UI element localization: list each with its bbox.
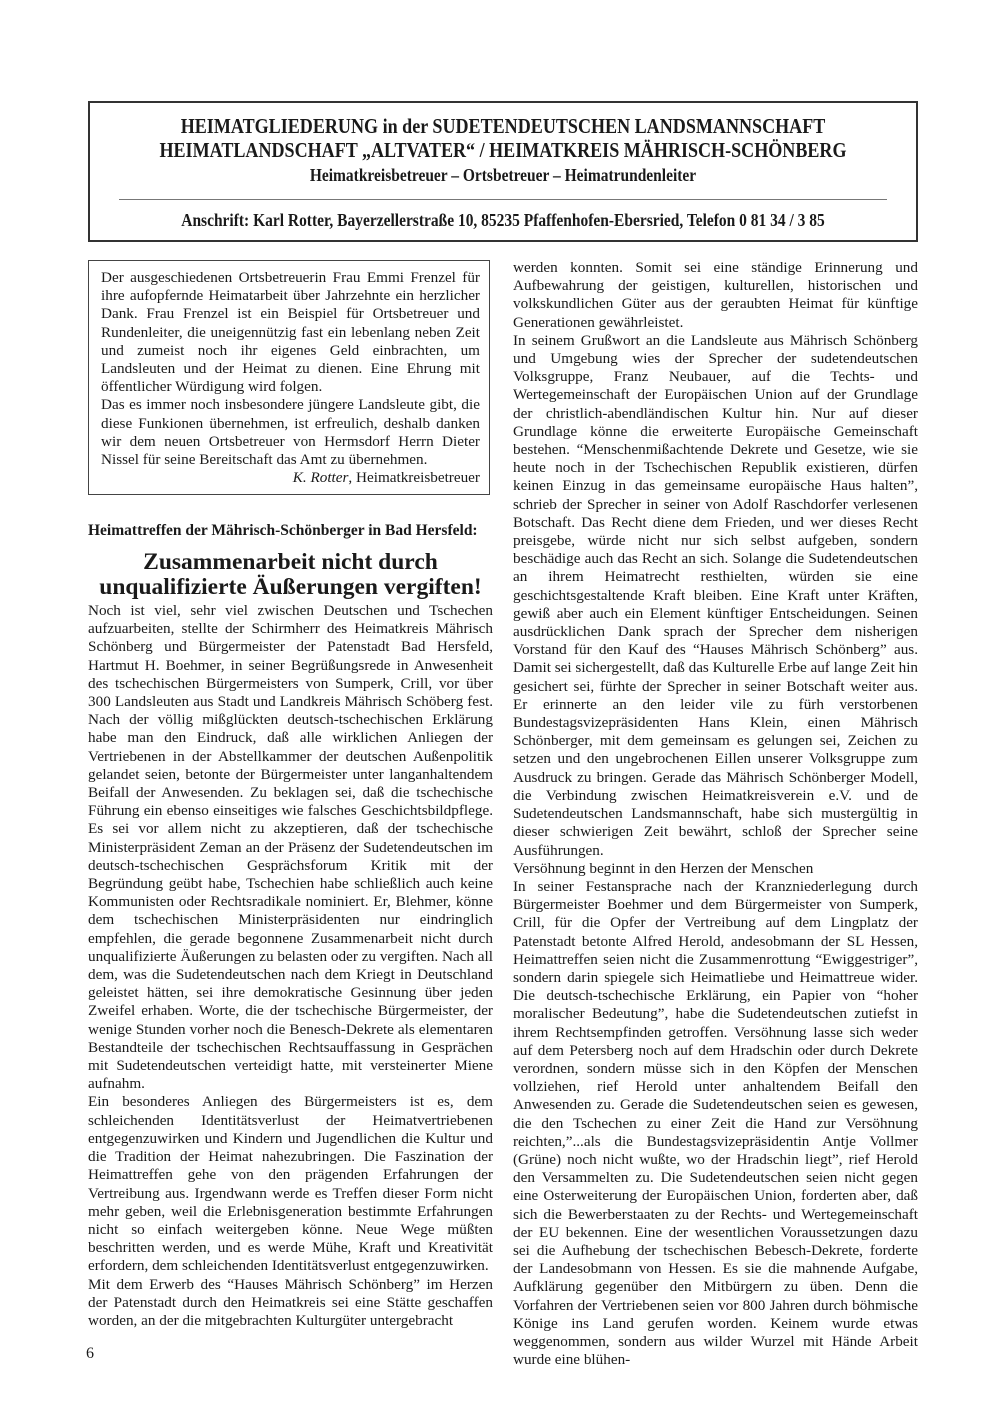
article-column-left	[88, 521, 493, 1330]
article-body-left	[88, 602, 493, 1330]
article-paragraph: Noch ist viel, sehr viel zwischen Deutschen und Tschechen aufzuarbeiten, stellte der Schirmherr des Heimatkreis Mährisch Schönberg und Bürgermeister der Patenstadt Bad Hersfeld, Hartmut H. Boehmer, in seiner Begrüßungsrede in Anwesenheit des tschechischen Bürgermeisters von Sumperk, Crill, vor über 300 Landsleuten aus Stadt und Landkreis Mährisch Schöberg fest. Nach der völlig mißglückten deutsch-tschechischen Erklärung habe man den Eindruck, daß alle wirklichen Anliegen der Vertriebenen in der Abstellkammer der deutschen Außenpolitik gelandet seien, betonte der Bürgermeister unter langanhaltendem Beifall der Anwesenden. Zu beklagen sei, daß die tschechische Führung ein ebenso einseitiges wie falsches Geschichtsbildpflege. Es sei vor allem nicht zu akzeptieren, daß der tschechische Ministerpräsident Zeman an der Präsenz der Sudetendeutschen im deutsch-tschechischen Gesprächsforum Kritik mit der Begründung geübt habe, Tschechien habe schließlich auch keine Kommunisten oder Rechtsradikale nominiert. Er, Blehmer, könne dem tschechischen Ministerpräsidenten nur eindringlich empfehlen, die gerade begonnene Zusammenarbeit nicht durch unqualifizierte Äußerungen zu belasten oder zu vergiften. Nach all dem, was die Sudetendeutschen nach dem Kriegt in Deutschland geleistet hätten, sei ihre demokratische Gesinnung über jeden Zweifel erhaben. Worte, die der tschechische Bürgermeister, der wenige Stunden vorher noch die Benesch-Dekrete als elementaren Bestandteile der tschechischen Rechtsauffassung in Gesprächen mit Sudetendeutschen verteidigt hatte, mit versteinerter Miene aufnahm.	[88, 602, 493, 1093]
page-number: 6	[86, 1345, 94, 1362]
masthead-address: Anschrift: Karl Rotter, Bayerzellerstraße 10, 85235 Pfaffenhofen-Ebersried, Telefon 0 81 34 / 3 85	[181, 210, 825, 230]
article-kicker: Heimattreffen der Mährisch-Schönberger in Bad Hersfeld:	[88, 522, 478, 539]
masthead-title-line-2: HEIMATLANDSCHAFT „ALTVATER“ / HEIMATKREIS MÄHRISCH-SCHÖNBERG	[159, 138, 847, 162]
masthead-divider	[119, 199, 887, 200]
masthead-box	[88, 101, 918, 242]
article-paragraph: In seinem Grußwort an die Landsleute aus Mährisch Schönberg und Umgebung wies der Sprecher der sudetendeutschen Volksgruppe, Franz Neubauer, auf die Techts- und Wertegemeinschaft der Europäischen Union auf der Grundlage der christlich-abendländischen Kultur hin. Nur auf dieser Grundlage könne die erweiterte Europäische Gemeinschaft bestehen. “Menschenmißachtende Dekrete und Gesetze, wie sie heute noch in der Tschechischen Republik existieren, dürfen keinen Einzug in das gemeinsame europäische Haus halten”, schrieb der Sprecher in seiner von Adolf Raschdorfer verlesenen Botschaft. Das Recht diene dem Frieden, und wer dieses Recht preisgebe, würde nicht nur sich selbst aufgeben, sondern beschädige auch das Recht an sich. Solange die Sudetendeutschen an ihrem Heimatrecht resthielten, würden sie eine geschichtsgestaltende Kraft bleiben. Eine Kraft unter Kräften, gewiß aber auch ein Element künftiger Entscheidungen. Seinen ausdrücklichen Dank sprach der Sprecher dem nisherigen Vorstand für den Kauf des “Hauses Mährisch Schönberg” aus. Damit sei sichergestellt, daß das Kulturelle Erbe auf lange Zeit hin gesichert sei, fürhte der Sprecher in seiner Botschaft weiter aus. Er erinnerte an den leider vile zu fürh verstorbenen Bundestagsvizepräsidenten Hans Klein, einen Mährisch Schönberger, mit dem gemeinsam es gelungen sei, Zeichen zu setzen und den ungebrochenen Eillen unserer Volksgruppe zum Ausdruck zu bringen. Gerade das Mährisch Schönberger Modell, die Verbindung zwischen Heimatkreisverein e.V. und de Sudetendeutschen Landsmannschaft, habe sich mustergültig in dieser schwierigen Zeit bewährt, schloß der Sprecher seine Ausführungen.	[513, 331, 919, 859]
article-body-right	[513, 259, 918, 1369]
masthead-subtitle: Heimatkreisbetreuer – Ortsbetreuer – Heimatrundenleiter	[309, 165, 697, 185]
article-column-right	[513, 259, 918, 1369]
article-subheading: Versöhnung beginnt in den Herzen der Menschen	[513, 859, 814, 877]
notice-paragraph: Der ausgeschiedenen Ortsbetreuerin Frau Emmi Frenzel für ihre aufopfernde Heimatarbeit über Jahrzehnte ein herzlicher Dank. Frau Frenzel ist ein Beispiel für Ortsbetreuer und Rundenleiter, die uneigennützig fast ein lebenlang neben Zeit und zumeist noch ihr eigenes Geld einbrachten, um Landsleuten und der Heimat zu dienen. Eine Ehrung mit öffentlicher Würdigung wird folgen.	[101, 269, 480, 396]
signature-role: , Heimatkreisbetreuer	[348, 469, 480, 487]
article-paragraph: Ein besonderes Anliegen des Bürgermeisters ist es, dem schleichenden Identitätsverlust der Heimatvertriebenen entgegenzuwirken und Kindern und Jugendlichen die Kultur und die Tradition der Heimat nahezubringen. Die Faszination der Heimattreffen gehe von den prägenden Erfahrungen der Vertreibung aus. Irgendwann werde es Treffen dieser Form nicht mehr geben, weil die Erlebnisgeneration bestimmte Erfahrungen nicht so einfach weitergeben könne. Neue Wege müßten beschritten werden, und es werde Mühe, Kraft und Kreativität erfordern, dem schleichenden Identitätsverlust entgegenzuwirken.	[88, 1093, 493, 1275]
article-paragraph: Mit dem Erwerb des “Hauses Mährisch Schönberg” im Herzen der Patenstadt durch den Heimatkreis sei eine Stätte geschaffen worden, an der die mitgebrachten Kulturgüter untergebracht	[88, 1275, 493, 1329]
masthead-title-line-1: HEIMATGLIEDERUNG in der SUDETENDEUTSCHEN LANDSMANNSCHAFT	[180, 114, 826, 138]
article-headline: Zusammenarbeit nicht durch unqualifizierte Äußerungen vergiften!	[99, 549, 482, 600]
article-paragraph: In seiner Festansprache nach der Kranzniederlegung durch Bürgermeister Boehmer und dem Bürgermeister von Sumperk, Crill, für die Opfer der Vertreibung auf dem Lingplatz der Patenstadt betonte Alfred Herold, andesobmann der SL Hessen, Heimattreffen seien nicht die Zusammenrottung “Ewiggestriger”, sondern darin spiegele sich Heimatliebe und Heimattreue wider. Die deutsch-tschechische Erklärung, ein Papier von “hoher moralischer Bedeutung”, habe die Sudetendeutschen zutiefst in ihrem Rechtsempfinden getroffen. Versöhnung lasse sich weder auf dem Petersberg noch auf dem Hradschin oder durch Dekrete verordnen, sondern müsse sich in den Köpfen der Menschen vollziehen, rief Herold unter anhaltendem Beifall den Anwesenden zu. Gerade die Sudetendeutschen seien es gewesen, die den Tschechen zu einer Zeit die Hand zur Versöhnung reichten,”...als die Bundestagsvizepräsidentin Antje Vollmer (Grüne) noch nicht wußte, wo der Hradschin liegt”, rief Herold den Versammelten zu. Die Sudetendeutschen seien nicht gegen eine Osterweiterung der Europäischen Union, forderten aber, daß sich die Bewerberstaaten zu der Rechts- und Wertegemeinschaft der EU bekennen. Eine der wesentlichen Voraussetzungen dazu sei die Aufhebung der tschechischen Bebesch-Dekrete, forderte der Landesobmann von Hessen. Es sie die mahnende Aufgabe, Aufklärung gegenüber den Mitbürgern zu üben. Denn die Vorfahren der Vertriebenen seien vor 800 Jahren durch böhmische Könige ins Land gerufen worden. Keinem wurde etwas weggenommen, sondern aus wilder Wurzel mit Hände Arbeit wurde eine blühen-	[513, 877, 918, 1369]
article-paragraph: werden konnten. Somit sei eine ständige Erinnerung und Aufbewahrung der geistigen, kulturellen, historischen und volkskundlichen Güter aus der geraubten Heimat für künftige Generationen gewährleistet.	[513, 259, 918, 331]
signature-name: K. Rotter	[292, 469, 349, 487]
notice-signature	[101, 469, 480, 487]
thank-you-notice	[88, 260, 490, 495]
notice-paragraph: Das es immer noch insbesondere jüngere Landsleute gibt, die diese Funkionen übernehmen, ist erfreulich, deshalb danken wir dem neuen Ortsbetreuer von Hermsdorf Herrn Dieter Nissel für seine Bereitschaft das Amt zu übernehmen.	[101, 396, 480, 469]
